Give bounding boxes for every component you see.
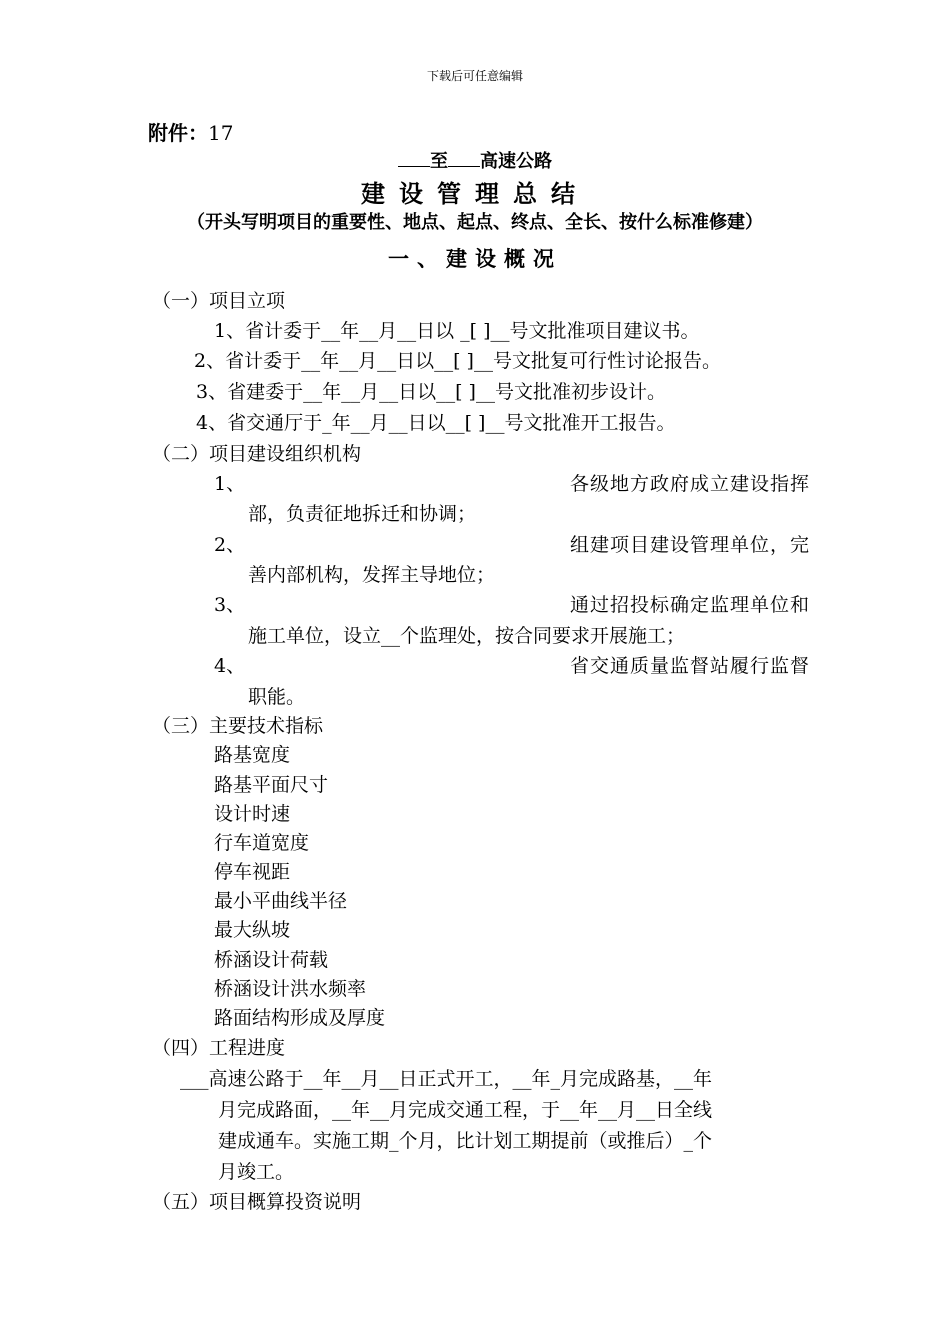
attachment-prefix: 附件：	[148, 121, 208, 145]
part1-heading: （一）项目立项	[152, 290, 286, 312]
part1-item: 4、省交通厅于_年__月__日以__[ ]__号文批准开工报告。	[196, 412, 676, 434]
part1-item: 2、省计委于__年__月__日以__[ ]__号文批复可行性讨论报告。	[194, 350, 721, 372]
tech-indicator: 路基宽度	[214, 744, 291, 766]
item-number: 2、	[214, 534, 246, 556]
part2-item-continuation: 施工单位，设立__个监理处，按合同要求开展施工；	[248, 625, 686, 647]
part2-item-continuation: 部，负责征地拆迁和协调；	[248, 503, 477, 525]
item-text: 组建项目建设管理单位，完	[569, 534, 810, 556]
tech-indicator: 桥涵设计洪水频率	[214, 978, 367, 1000]
tech-indicator: 路面结构形成及厚度	[214, 1007, 386, 1029]
progress-line: 月完成路面，__年__月完成交通工程，于__年__月__日全线	[218, 1099, 713, 1121]
road-title	[0, 147, 950, 173]
item-text: 各级地方政府成立建设指挥	[569, 473, 810, 495]
progress-line: 月竣工。	[218, 1161, 295, 1183]
item-number: 4、	[214, 655, 246, 677]
part5-heading: （五）项目概算投资说明	[152, 1191, 362, 1213]
item-text: 省交通质量监督站履行监督	[569, 655, 810, 677]
tech-indicator: 停车视距	[214, 861, 291, 883]
main-title: 建设管理总结	[361, 180, 589, 208]
part1-item: 3、省建委于__年__月__日以__[ ]__号文批准初步设计。	[196, 381, 666, 403]
attachment-number: 17	[208, 121, 234, 145]
part3-heading: （三）主要技术指标	[152, 715, 324, 737]
tech-indicator: 最小平曲线半径	[214, 890, 348, 912]
header-note: 下载后可任意编辑	[426, 69, 523, 83]
part1-item: 1、省计委于__年__月__日以 _[ ]__号文批准项目建议书。	[214, 320, 700, 342]
section-one-title: 一、建设概况	[388, 247, 562, 271]
item-number: 1、	[214, 473, 246, 495]
tech-indicator: 路基平面尺寸	[214, 774, 329, 796]
tech-indicator: 设计时速	[214, 803, 291, 825]
part2-item-continuation: 职能。	[248, 686, 306, 708]
road-suffix: 高速公路	[480, 151, 552, 172]
tech-indicator: 桥涵设计荷载	[214, 949, 329, 971]
part4-heading: （四）工程进度	[152, 1037, 286, 1059]
subtitle: （开头写明项目的重要性、地点、起点、终点、全长、按什么标准修建）	[187, 212, 763, 233]
tech-indicator: 行车道宽度	[214, 832, 310, 854]
progress-line: ___高速公路于__年__月__日正式开工，__年_月完成路基，__年	[180, 1068, 713, 1090]
tech-indicator: 最大纵坡	[214, 919, 291, 941]
item-text: 通过招投标确定监理单位和	[569, 594, 810, 616]
road-connector: 至	[430, 151, 448, 172]
item-number: 3、	[214, 594, 246, 616]
part2-heading: （二）项目建设组织机构	[152, 443, 362, 465]
blank-end	[448, 150, 480, 167]
attachment-label	[148, 117, 233, 146]
progress-line: 建成通车。实施工期_个月，比计划工期提前（或推后）_个	[218, 1130, 713, 1152]
part2-item-continuation: 善内部机构，发挥主导地位；	[248, 564, 496, 586]
blank-start	[398, 150, 430, 167]
